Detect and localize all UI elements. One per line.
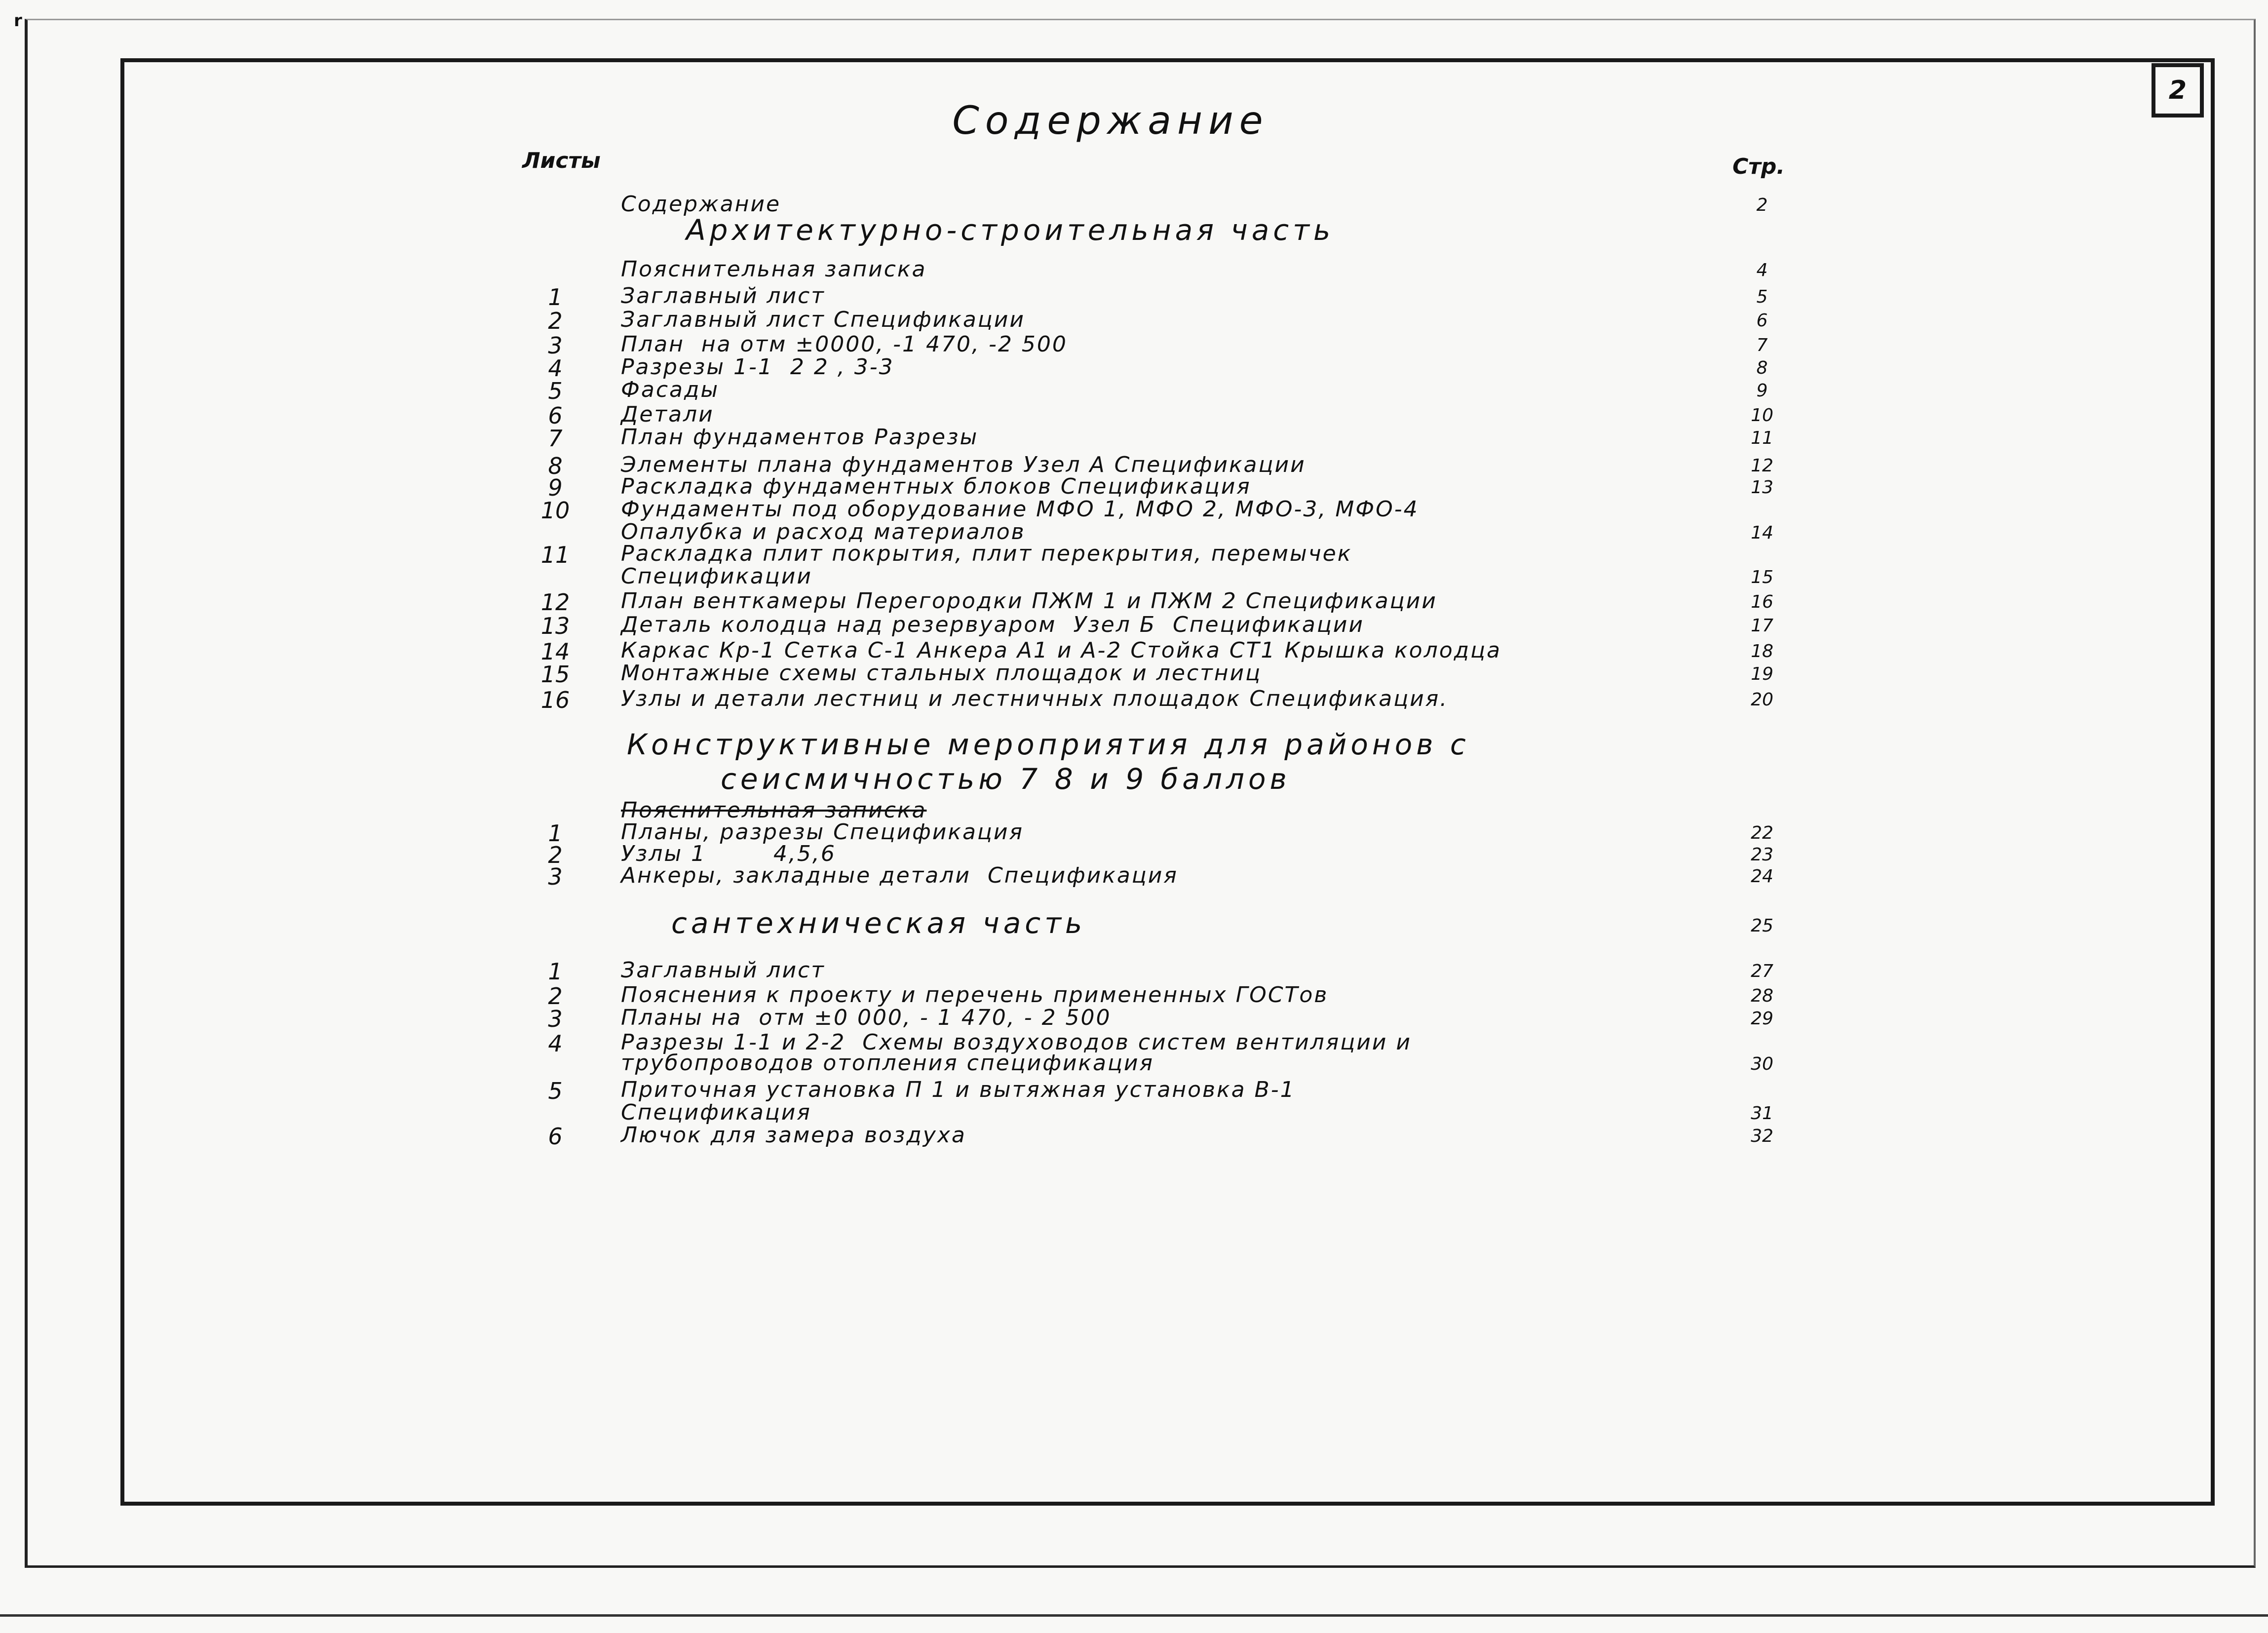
toc-row <box>0 379 2268 403</box>
toc-page-number: 29 <box>1751 1009 1773 1029</box>
toc-page-number: 24 <box>1751 866 1773 887</box>
toc-sheet-number: 4 <box>548 355 563 382</box>
toc-row <box>0 865 2268 889</box>
toc-entry-title: Деталь колодца над резервуаром Узел Б Спецификации <box>621 612 1364 637</box>
toc-row <box>0 614 2268 638</box>
toc-entry-title: Опалубка и расход материалов <box>621 519 1026 544</box>
toc-page-number: 23 <box>1751 845 1773 865</box>
toc-sheet-number: 5 <box>548 378 563 404</box>
toc-page-number: 30 <box>1751 1054 1773 1074</box>
toc-row <box>0 590 2268 614</box>
toc-row <box>0 1007 2268 1031</box>
toc-entry-title: Монтажные схемы стальных площадок и лестниц <box>621 661 1262 686</box>
toc-entry-title: Узлы 1 4,5,6 <box>621 841 836 866</box>
toc-entry-title: Содержание <box>621 192 781 217</box>
toc-entry-title: Планы на отм ±0 000, - 1 470, - 2 500 <box>621 1005 1112 1030</box>
toc-row <box>0 194 2268 217</box>
toc-page-number: 31 <box>1751 1103 1773 1124</box>
toc-entry-title: Анкеры, закладные детали Спецификация <box>621 863 1178 888</box>
toc-entry-title: Заглавный лист <box>621 283 825 309</box>
toc-sheet-number: 2 <box>548 983 563 1010</box>
toc-page-number: 16 <box>1751 592 1773 612</box>
toc-page-number: 4 <box>1756 260 1768 280</box>
toc-row <box>0 566 2268 589</box>
toc-page-number: 9 <box>1756 381 1768 401</box>
toc-page-number: 10 <box>1751 405 1773 426</box>
toc-entry-title: Спецификации <box>621 564 812 589</box>
toc-row <box>0 427 2268 450</box>
toc-row <box>0 960 2268 983</box>
toc-sheet-number: 1 <box>548 284 563 311</box>
toc-sheet-number: 11 <box>540 542 570 568</box>
section-heading-sanitary: сантехническая часть <box>671 906 1086 940</box>
corner-mark: r <box>14 11 22 31</box>
toc-row <box>0 285 2268 309</box>
toc-entry-title: Приточная установка П 1 и вытяжная установка В-1 <box>621 1077 1296 1102</box>
toc-sheet-number: 13 <box>540 613 570 639</box>
toc-sheet-number: 1 <box>548 958 563 985</box>
toc-row <box>0 404 2268 428</box>
toc-entry-title: Спецификация <box>621 1100 811 1125</box>
document-title: Содержание <box>952 99 1269 143</box>
toc-sheet-number: 4 <box>548 1030 563 1057</box>
toc-page-number: 7 <box>1756 335 1768 355</box>
toc-page-number: 2 <box>1756 195 1768 215</box>
toc-page-number: 15 <box>1751 567 1773 587</box>
toc-entry-title: Разрезы 1-1 и 2-2 Схемы воздуховодов систем вентиляции и <box>621 1030 1412 1055</box>
toc-page-number: 12 <box>1751 456 1773 476</box>
toc-sheet-number: 6 <box>548 1123 563 1150</box>
toc-page-number: 28 <box>1751 986 1773 1006</box>
toc-page-number: 27 <box>1751 961 1773 981</box>
toc-entry-title: План венткамеры Перегородки ПЖМ 1 и ПЖМ 2 Спецификации <box>621 588 1437 614</box>
toc-entry-title: Планы, разрезы Спецификация <box>621 819 1024 845</box>
toc-sheet-number: 6 <box>548 402 563 429</box>
toc-row <box>0 640 2268 663</box>
toc-entry-title: Пояснения к проекту и перечень примененных ГОСТов <box>621 982 1329 1008</box>
toc-page-number: 8 <box>1756 358 1768 378</box>
toc-page-number: 5 <box>1756 287 1768 307</box>
toc-entry-title: Заглавный лист Спецификации <box>621 307 1025 332</box>
column-header-sheets: Листы <box>522 148 601 173</box>
toc-entry-title: Раскладка фундаментных блоков Спецификация <box>621 474 1251 499</box>
toc-row <box>0 1052 2268 1076</box>
toc-row <box>0 984 2268 1008</box>
toc-page-number: 14 <box>1751 523 1773 543</box>
toc-entry-title: Фасады <box>621 377 720 402</box>
toc-entry-title: Детали <box>621 402 714 427</box>
toc-page-number: 22 <box>1751 823 1773 843</box>
toc-row <box>0 1125 2268 1148</box>
toc-entry-title: Пояснительная записка <box>621 257 927 282</box>
section-heading-seismic-1: Конструктивные мероприятия для районов с <box>627 728 1470 761</box>
toc-page-number: 11 <box>1751 428 1773 448</box>
toc-entry-title: План на отм ±0000, -1 470, -2 500 <box>621 332 1068 357</box>
toc-row <box>0 259 2268 282</box>
toc-entry-title: Каркас Кр-1 Сетка С-1 Анкера А1 и А-2 Стойка СТ1 Крышка колодца <box>621 638 1501 663</box>
toc-sheet-number: 5 <box>548 1078 563 1104</box>
toc-sheet-number: 3 <box>548 332 563 359</box>
toc-entry-title: План фундаментов Разрезы <box>621 425 979 450</box>
toc-sheet-number: 1 <box>548 820 563 847</box>
toc-sheet-number: 14 <box>540 638 570 665</box>
toc-sheet-number: 16 <box>540 687 570 713</box>
toc-entry-title: Разрезы 1-1 2 2 , 3-3 <box>621 354 894 380</box>
toc-row <box>0 1079 2268 1103</box>
toc-entry-title: трубопроводов отопления спецификация <box>621 1050 1154 1076</box>
toc-row <box>0 309 2268 333</box>
toc-sheet-number: 10 <box>540 497 570 524</box>
toc-row <box>0 1102 2268 1126</box>
toc-page-number: 13 <box>1751 477 1773 498</box>
toc-sheet-number: 3 <box>548 863 563 890</box>
toc-row <box>0 821 2268 845</box>
toc-page-number: 17 <box>1751 616 1773 636</box>
toc-entry-title: Лючок для замера воздуха <box>621 1123 966 1148</box>
toc-page-number: 18 <box>1751 641 1773 661</box>
section-heading-seismic-2: сеисмичностью 7 8 и 9 баллов <box>721 762 1291 796</box>
toc-row <box>0 476 2268 500</box>
toc-page-number: 20 <box>1751 690 1773 710</box>
toc-row <box>0 499 2268 522</box>
toc-sheet-number: 3 <box>548 1006 563 1032</box>
toc-row <box>0 688 2268 712</box>
toc-page-number: 6 <box>1756 311 1768 331</box>
toc-entry-title: Элементы плана фундаментов Узел А Спецификации <box>621 452 1306 477</box>
toc-row <box>0 334 2268 357</box>
toc-sheet-number: 15 <box>540 661 570 688</box>
toc-sheet-number: 12 <box>540 589 570 616</box>
toc-sheet-number: 7 <box>548 425 563 452</box>
toc-page-number: 32 <box>1751 1126 1773 1146</box>
toc-entry-title: Узлы и детали лестниц и лестничных площадок Спецификация. <box>621 686 1449 711</box>
column-header-pages: Стр. <box>1732 154 1785 179</box>
toc-sheet-number: 2 <box>548 308 563 334</box>
toc-entry-title: Раскладка плит покрытия, плит перекрытия, перемычек <box>621 541 1352 566</box>
toc-entry-title: Заглавный лист <box>621 958 825 983</box>
toc-entry-title: Пояснительная записка <box>621 798 927 823</box>
toc-sheet-number: 9 <box>548 474 563 501</box>
toc-row <box>0 662 2268 686</box>
toc-row <box>0 543 2268 567</box>
toc-entry-title: Фундаменты под оборудование МФО 1, МФО 2, МФО-3, МФО-4 <box>621 497 1419 522</box>
toc-row <box>0 800 2268 823</box>
section-page-sanitary: 25 <box>1751 916 1773 936</box>
toc-sheet-number: 8 <box>548 453 563 479</box>
sheet-number: 2 <box>2168 76 2187 105</box>
toc-row <box>0 356 2268 380</box>
toc-page-number: 19 <box>1751 664 1773 684</box>
toc-sheet-number: 2 <box>548 842 563 868</box>
section-heading-architecture: Архитектурно-строительная часть <box>686 213 1335 247</box>
